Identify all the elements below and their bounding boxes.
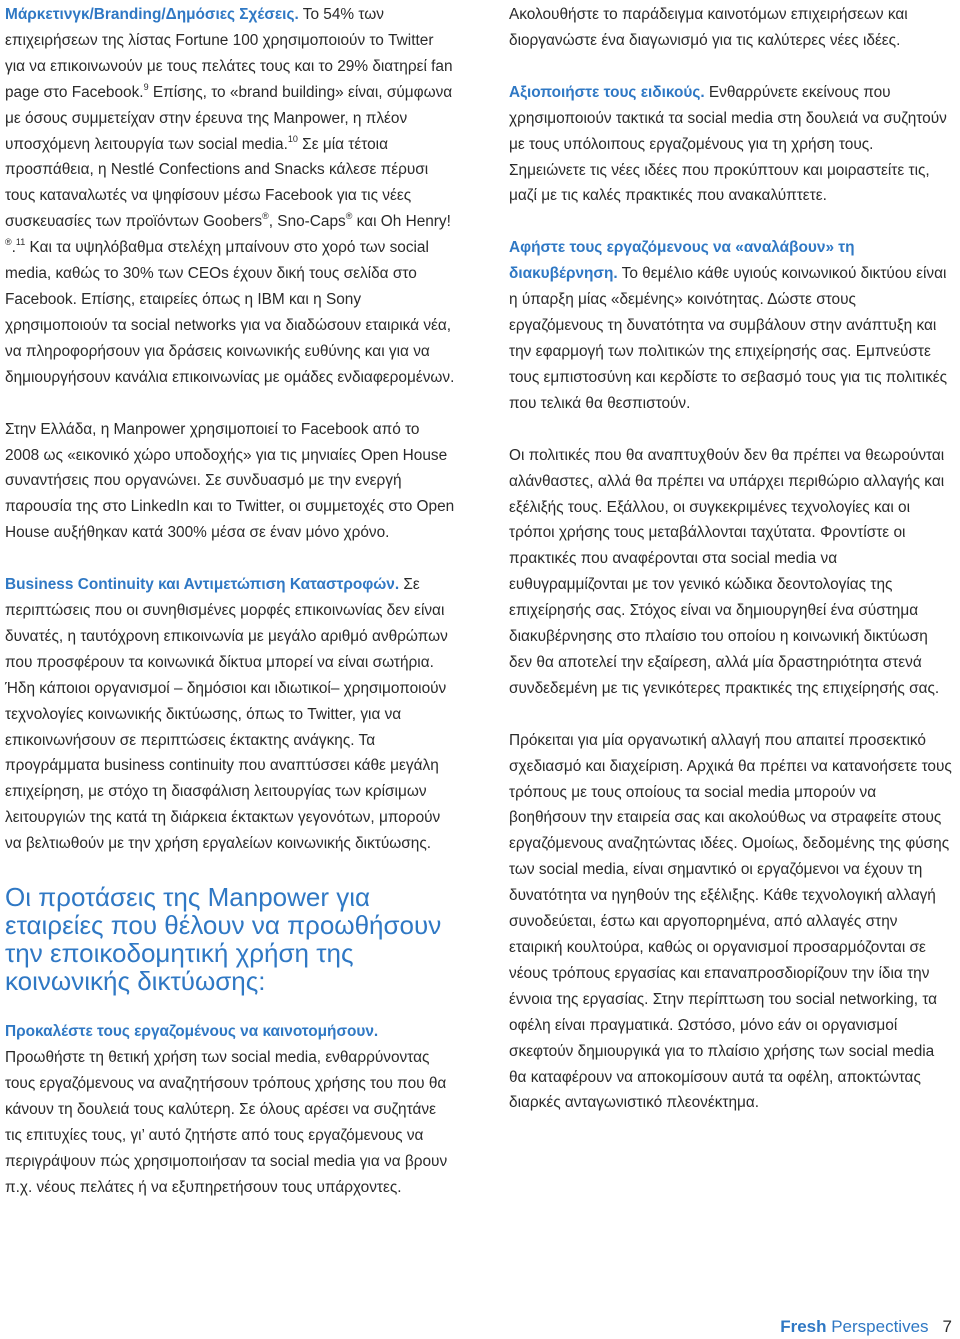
- left-column: [5, 2, 457, 1226]
- footnote-ref-11: 11: [15, 237, 26, 248]
- registered-mark: ®: [345, 211, 353, 222]
- footnote-ref-9: 9: [143, 81, 149, 92]
- paragraph-organizational-change: Πρόκειται για μία οργανωτική αλλαγή που απαιτεί προσεκτικό σχεδιασμό και διαχείριση. Αρχικά θα πρέπει να κατανοήσετε τους τρόπους με τους οποίους τα social media μπορούν να βοηθήσουν την εταιρεία σας και ακολούθως να στραφείτε στους εργαζόμενους αναζητώντας ιδέες. Ομοίως, δεδομένης της φύσης των social media, είναι σημαντικό οι εργαζόμενοι να έχουν τη δυνατότητα να ηγηθούν της εξέλιξης. Κάθε τεχνολογική αλλαγή συνοδεύεται, έστω και αργοπορημένα, από αλλαγές στην εταιρική κουλτούρα, καθώς οι οργανισμοί προσαρμόζονται σε νέους τρόπους εργασίας και επαναπροσδιορίζουν την ίδια την έννοια της εργασίας. Στην περίπτωση του social networking, τα οφέλη είναι πραγματικά. Ωστόσο, μόνο εάν οι οργανισμοί σκεφτούν δημιουργικά για το πλαίσιο χρήσης των social media θα καταφέρουν να αποκομίσουν αυτά τα οφέλη, αποκτώντας διαρκές ανταγωνιστικό πλεονέκτημα.: [509, 731, 952, 1112]
- section-heading-marketing: Μάρκετινγκ/Branding/Δημόσιες Σχέσεις.: [5, 6, 299, 23]
- paragraph-text: Σε μία τέτοια προσπάθεια, η Nestlé Confections and Snacks κάλεσε πέρυσι τους καταναλωτές να ψηφίσουν μέσω Facebook για τις νέες συσκευασίες των προϊόντων Goobers: [5, 135, 429, 231]
- section-heading-governance: Αφήστε τους εργαζόμενους να «αναλάβουν» τη διακυβέρνηση.: [509, 239, 855, 283]
- section-heading-experts: Αξιοποιήστε τους ειδικούς.: [509, 83, 705, 101]
- paragraph-innovate: [5, 1019, 457, 1200]
- footer-brand-bold: Fresh: [780, 1317, 827, 1336]
- paragraph-business-continuity: [5, 572, 457, 857]
- page-number: 7: [942, 1317, 952, 1336]
- paragraph-text: , Sno-Caps: [268, 213, 346, 231]
- paragraph-marketing: [5, 2, 457, 391]
- paragraph-text: .: [11, 239, 16, 257]
- paragraph-text: και Oh Henry!: [352, 213, 451, 231]
- paragraph-text: Προωθήστε τη θετική χρήση των social media, ενθαρρύνοντας τους εργαζόμενους να αναζητήσουν τρόπους χρήσης του που θα κάνουν τη δουλειά τους καλύτερη. Σε όλους αρέσει να συζητάνε τις επιτυχίες τους, γι’ αυτό ζητήστε από τους εργαζόμενους να περιγράψουν πώς χρησιμοποιήσαν τα social media για να βρουν π.χ. νέους πελάτες ή να εξυπηρετήσουν τους υπάρχοντες.: [5, 1049, 448, 1196]
- section-heading-innovate: Προκαλέστε τους εργαζομένους να καινοτομήσουν.: [5, 1023, 379, 1041]
- footnote-ref-10: 10: [287, 133, 298, 144]
- paragraph-greece: Στην Ελλάδα, η Manpower χρησιμοποιεί το Facebook από το 2008 ως «εικονικό χώρο υποδοχής» για τις μηνιαίες Open House συναντήσεις που οργανώνει. Σε συνδυασμό με την ενεργή παρουσία της στο LinkedIn και το Twitter, οι συμμετοχές στο Open House αυξήθηκαν κατά 300% μέσα σε έναν μόνο χρόνο.: [5, 420, 455, 542]
- paragraph-policies: Οι πολιτικές που θα αναπτυχθούν δεν θα πρέπει να θεωρούνται αλάνθαστες, αλλά θα πρέπει να υπάρχει περιθώριο αλλαγής και εξέλιξής τους. Εξάλλου, οι συγκεκριμένες τεχνολογίες και οι τρόποι χρήσης τους μεταβάλλονται ταχύτατα. Φροντίστε οι πρακτικές που αναφέρονται στα social media να ευθυγραμμίζονται με τον γενικό κώδικα δεοντολογίας της επιχείρησής σας. Στόχος είναι να δημιουργηθεί ένα σύστημα διακυβέρνησης στο πλαίσιο του οποίου η κοινωνική δικτύωση δεν θα αποτελεί την εξαίρεση, αλλά μία δραστηριότητα στενά συνδεδεμένη με τις γενικότερες πρακτικές της επιχείρησής σας.: [509, 446, 945, 697]
- paragraph-text: Ενθαρρύνετε εκείνους που χρησιμοποιούν τακτικά τα social media στη δουλειά να συζητούν με τους υπόλοιπους εργαζομένους για τη χρήση τους. Σημειώνετε τις νέες ιδέες που προκύπτουν και μοιραστείτε τις, μαζί με τις καλές πρακτικές που ανακαλύπτετε.: [509, 83, 947, 205]
- paragraph-text: Σε περιπτώσεις που οι συνηθισμένες μορφές επικοινωνίας δεν είναι δυνατές, η ταυτόχρονη επικοινωνία με μεγάλο αριθμό ανθρώπων που προσφέρουν τα κοινωνικά δίκτυα μπορεί να είναι σωτήρια. Ήδη κάποιοι οργανισμοί – δημόσιοι και ιδιωτικοί– χρησιμοποιούν τεχνολογίες κοινωνικής δικτύωσης, όπως το Twitter, για να επικοινωνήσουν σε περιπτώσεις έκτακτης ανάγκης. Τα προγράμματα business continuity που αναπτύσσει κάθε μεγάλη επιχείρηση, με στόχο τη διασφάλιση λειτουργίας των κρίσιμων λειτουργιών της κατά τη διάρκεια έκτακτων γεγονότων, μπορούν να βελτιωθούν με την χρήση εργαλείων κοινωνικής δικτύωσης.: [5, 576, 448, 853]
- paragraph-text: Το 54% των επιχειρήσεων της λίστας Fortune 100 χρησιμοποιούν το Twitter για να επικοινωνούν με τους πελάτες τους και το 29% διατηρεί fan page στο Facebook.: [5, 6, 453, 101]
- footer-brand-light: Perspectives: [826, 1317, 929, 1336]
- section-heading-business-continuity: Business Continuity και Αντιμετώπιση Καταστροφών.: [5, 576, 400, 594]
- right-column: [509, 2, 954, 1142]
- paragraph-experts: [509, 80, 954, 210]
- paragraph-text: Επίσης, το «brand building» είναι, σύμφωνα με όσους συμμετείχαν στην έρευνα της Manpower, η πλέον υποσχόμενη λειτουργία των social media.: [5, 83, 453, 153]
- paragraph-text: Και τα υψηλόβαθμα στελέχη μπαίνουν στο χορό των social media, καθώς το 30% των CEOs έχουν δική τους σελίδα στο Facebook. Επίσης, εταιρείες όπως η IBM και η Sony χρησιμοποιούν τα social networks για να διαδώσουν εταιρικά νέα, να πληροφορήσουν για δράσεις κοινωνικής ευθύνης και για να δημιουργήσουν κανάλια επικοινωνίας με ομάδες ενδιαφερομένων.: [5, 239, 455, 386]
- registered-mark: ®: [262, 211, 269, 222]
- page-footer: [780, 1317, 952, 1337]
- registered-mark: ®: [5, 237, 12, 248]
- paragraph-text: Το θεμέλιο κάθε υγιούς κοινωνικού δικτύου είναι η ύπαρξη μίας «δεμένης» κοινότητας. Δώστε στους εργαζόμενους τη δυνατότητα να συμβάλουν στην ανάπτυξη και την εφαρμογή των πολιτικών της επιχείρησής σας. Εμπνεύστε τους εμπιστοσύνη και κερδίστε το σεβασμό τους για τις πολιτικές που τελικά θα θεσπιστούν.: [509, 265, 948, 412]
- paragraph-contest: Ακολουθήστε το παράδειγμα καινοτόμων επιχειρήσεων και διοργανώστε ένα διαγωνισμό για τις καλύτερες νέες ιδέες.: [509, 6, 908, 49]
- section-title-proposals: Οι προτάσεις της Manpower για εταιρείες που θέλουν να προωθήσουν την εποικοδομητική χρήση της κοινωνικής δικτύωσης:: [5, 882, 442, 997]
- paragraph-governance: [509, 235, 954, 416]
